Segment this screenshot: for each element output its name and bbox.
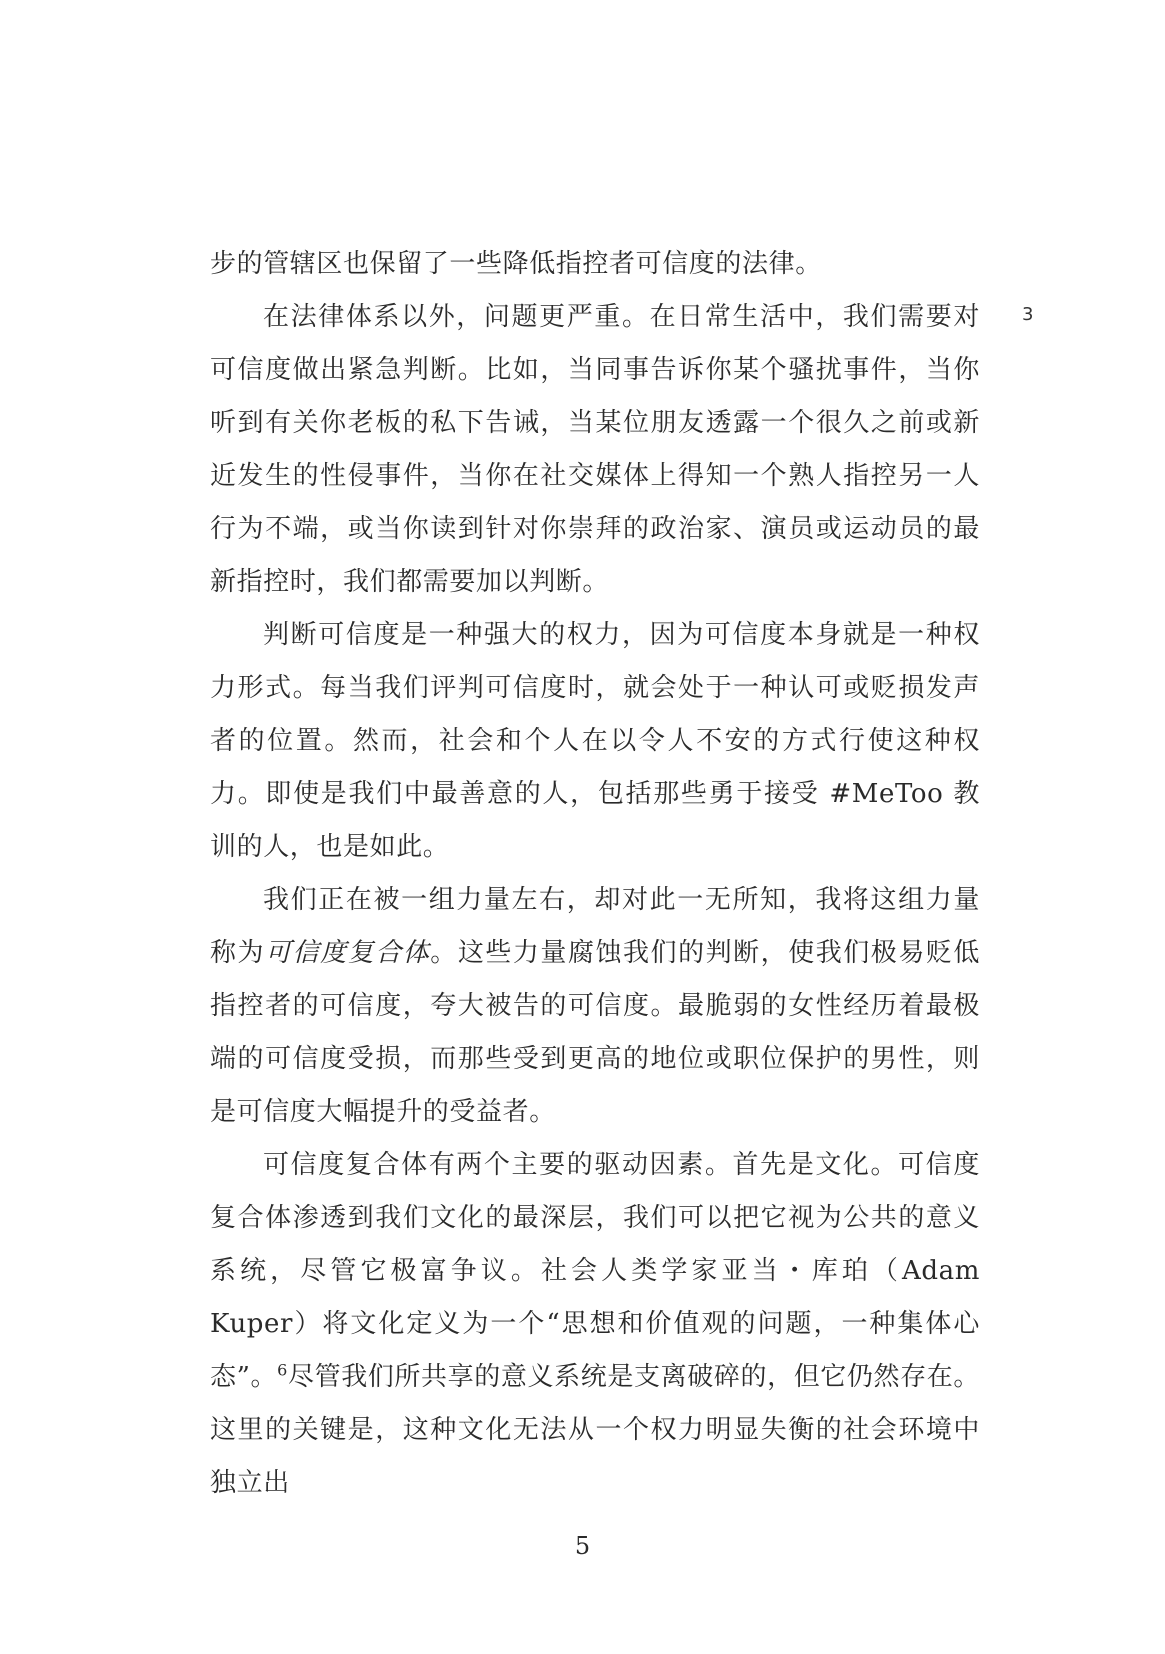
- paragraph-judging-credibility: 判断可信度是一种强大的权力，因为可信度本身就是一种权力形式。每当我们评判可信度时，就会处于一种认可或贬损发声者的位置。然而，社会和个人在以令人不安的方式行使这种权力。即使是我们中最善意的人，包括那些勇于接受 #MeToo 教训的人，也是如此。: [210, 620, 980, 862]
- paragraph-outside-legal-system: 在法律体系以外，问题更严重。在日常生活中，我们需要对可信度做出紧急判断。比如，当同事告诉你某个骚扰事件，当你听到有关你老板的私下告诫，当某位朋友透露一个很久之前或新近发生的性侵事件，当你在社交媒体上得知一个熟人指控另一人行为不端，或当你读到针对你崇拜的政治家、演员或运动员的最新指控时，我们都需要加以判断。: [210, 302, 980, 597]
- page-number: 5: [574, 1532, 591, 1560]
- emphasized-term: 可信度复合体: [265, 938, 431, 968]
- footnote-marker: 6: [277, 1360, 288, 1380]
- paragraph-text: 我们正在被一组力量左右，却对此一无所知，我将这组力量称为: [210, 885, 980, 968]
- paragraph-continuation: 步的管辖区也保留了一些降低指控者可信度的法律。: [210, 249, 822, 279]
- paragraph-text: 。这些力量腐蚀我们的判断，使我们极易贬低指控者的可信度，夸大被告的可信度。最脆弱的女性经历着最极端的可信度受损，而那些受到更高的地位或职位保护的男性，则是可信度大幅提升的受益者。: [210, 938, 980, 1127]
- paragraph-text: 尽管我们所共享的意义系统是支离破碎的，但它仍然存在。这里的关键是，这种文化无法从一个权力明显失衡的社会环境中独立出: [210, 1362, 981, 1498]
- paragraph-credibility-complex: [210, 874, 980, 1139]
- paragraph-culture-driver: [210, 1139, 980, 1510]
- paragraph-text: 可信度复合体有两个主要的驱动因素。首先是文化。可信度复合体渗透到我们文化的最深层，我们可以把它视为公共的意义系统，尽管它极富争议。社会人类学家亚当・库珀（Adam Kuper）将文化定义为一个“思想和价值观的问题，一种集体心态”。: [210, 1150, 980, 1392]
- body-text: [210, 238, 980, 1510]
- margin-note-number: 3: [1022, 304, 1034, 325]
